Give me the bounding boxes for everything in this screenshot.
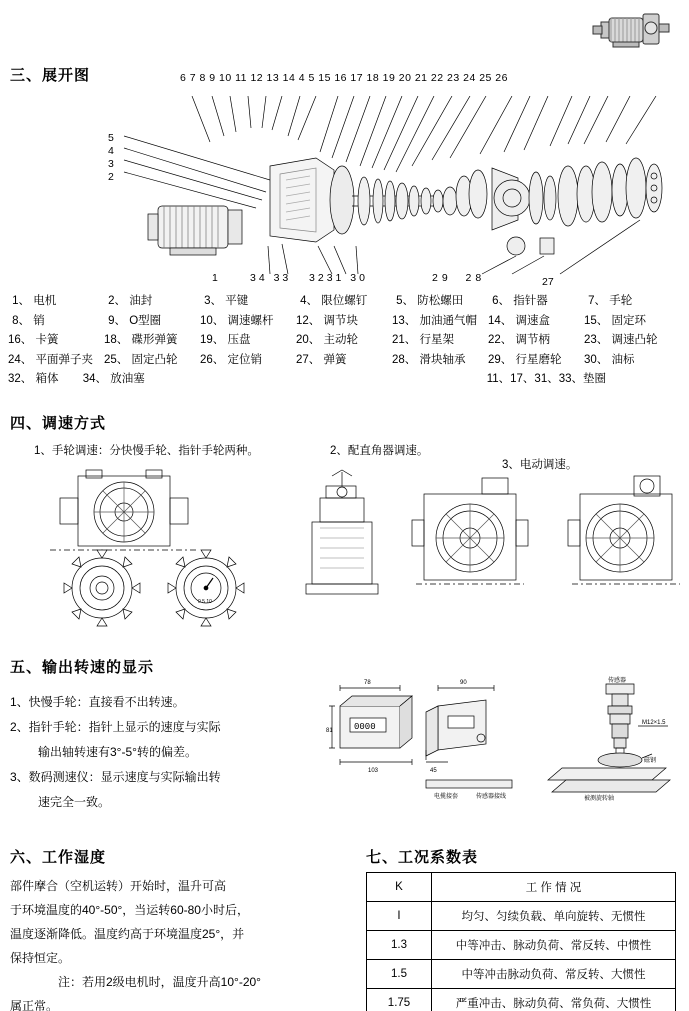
work-condition-table [366, 872, 676, 1011]
part-item: 25、 固定凸轮 [104, 353, 178, 366]
s5-item: 1、快慢手轮：直接看不出转速。 [10, 695, 185, 709]
svg-text:磁钢: 磁钢 [644, 758, 657, 764]
table-header-condition: 工 作 情 况 [432, 873, 676, 902]
condition-text: 严重冲击、脉动负荷、常负荷、大惯性 [432, 989, 676, 1011]
part-item: 2、 油封 [108, 295, 153, 307]
part-item: 30、 油标 [584, 353, 635, 366]
parts-row [8, 370, 680, 390]
parts-washers-line: 11、17、31、33、垫圈 [486, 373, 606, 385]
table-row [367, 989, 676, 1011]
s6-body [10, 874, 340, 970]
parts-row [8, 351, 680, 371]
diagram-left-numbers: 5 4 3 2 [108, 132, 114, 183]
table-header-row [367, 873, 676, 902]
part-item: 28、 滑块轴承 [392, 353, 466, 366]
part-item: 21、 行星架 [392, 334, 454, 346]
parts-row [8, 312, 680, 332]
part-item: 8、 销 [12, 314, 45, 327]
tachometer-drawings [326, 676, 682, 816]
section-7-title: 七、工况系数表 [366, 849, 479, 866]
table-row [367, 960, 676, 989]
part-item: 34、 放油塞 [82, 373, 145, 385]
section-5-title: 五、输出转速的显示 [10, 659, 155, 676]
part-item: 12、 调节块 [296, 314, 358, 327]
part-item: 27、 弹簧 [296, 353, 347, 366]
condition-text: 均匀、匀续负载、单向旋转、无惯性 [432, 902, 676, 931]
condition-text: 中等冲击脉动负荷、常反转、大惯性 [432, 960, 676, 989]
s6-note-line: 属正常。 [10, 999, 59, 1011]
svg-text:电揽接套: 电揽接套 [434, 794, 459, 800]
section-4-title: 四、调速方式 [10, 415, 107, 432]
part-item: 16、 卡簧 [8, 334, 59, 346]
part-item: 3、 平键 [204, 295, 249, 307]
part-item: 5、 防松螺田 [396, 295, 464, 307]
part-item: 20、 主动轮 [296, 334, 358, 346]
part-item: 19、 压盘 [200, 334, 251, 346]
part-item: 10、 调速螺杆 [200, 314, 274, 327]
part-item: 4、 限位螺钉 [300, 295, 368, 307]
svg-text:M12×1.5: M12×1.5 [642, 720, 666, 726]
parts-list [8, 292, 680, 390]
part-item: 14、 调速盒 [488, 314, 550, 327]
part-item: 23、 调速凸轮 [584, 334, 658, 346]
parts-row [8, 331, 680, 351]
svg-text:90: 90 [460, 680, 467, 686]
svg-text:传感器: 传感器 [608, 678, 627, 684]
s5-item: 3、数码测速仪：显示速度与实际输出转 [10, 770, 221, 784]
expanded-assembly-diagram [120, 96, 680, 286]
section-6-title: 六、工作湿度 [10, 849, 107, 866]
svg-text:78: 78 [364, 680, 371, 686]
condition-text: 中等冲击、脉动负荷、常反转、中惯性 [432, 931, 676, 960]
s4-caption-3: 3、电动调速。 [502, 459, 578, 471]
diagram-top-numbers: 6 7 8 9 10 11 12 13 14 4 5 15 16 17 18 19 20 21 22 23 24 25 26 [180, 72, 508, 84]
svg-text:被测旋转轴: 被测旋转轴 [584, 796, 615, 802]
svg-text:81: 81 [326, 728, 333, 734]
speed-adjust-drawings [20, 468, 680, 638]
part-item: 22、 调节柄 [488, 334, 550, 346]
part-item: 6、 指针器 [492, 295, 548, 307]
k-value: I [367, 902, 432, 931]
diagram-bottom-numbers-mid: 29 28 [432, 272, 486, 284]
table-header-k: K [367, 873, 432, 902]
s5-item: 输出轴转速有3°-5°转的偏差。 [38, 745, 197, 759]
table-row [367, 931, 676, 960]
part-item: 32、 箱体 [8, 373, 59, 385]
svg-text:传感器接线: 传感器接线 [476, 794, 507, 800]
diagram-bottom-numbers-left: 34 33 3231 30 [250, 272, 368, 284]
s5-items [10, 690, 330, 815]
svg-text:103: 103 [368, 768, 379, 774]
s5-item: 速完全一致。 [38, 795, 111, 809]
diagram-bottom-numbers-right: 27 [542, 276, 554, 288]
part-item: 24、 平面弹子夹 [8, 353, 93, 366]
s4-caption-2: 2、配直角器调速。 [330, 445, 429, 457]
part-item: 7、 手轮 [588, 295, 633, 307]
part-item: 1、 电机 [12, 295, 57, 307]
s6-line: 保持恒定。 [10, 951, 71, 965]
diagram-label-1: 1 [212, 272, 218, 284]
svg-text:0000: 0000 [354, 722, 376, 732]
part-item: 13、 加油通气帽 [392, 314, 477, 327]
k-value: 1.75 [367, 989, 432, 1011]
table-row [367, 902, 676, 931]
part-item: 9、 O型圈 [108, 314, 162, 327]
svg-text:45: 45 [430, 768, 437, 774]
s5-item: 2、指针手轮：指针上显示的速度与实际 [10, 720, 221, 734]
k-value: 1.5 [367, 960, 432, 989]
part-item: 26、 定位销 [200, 353, 262, 366]
s6-note [10, 970, 340, 1011]
section-3-title: 三、展开图 [10, 67, 91, 84]
s6-line: 部件摩合（空机运转）开始时，温升可高 [10, 879, 227, 893]
s6-line: 温度逐渐降低。温度约高于环境温度25°，并 [10, 927, 245, 941]
svg-text:0 5 10: 0 5 10 [198, 599, 212, 605]
part-item: 18、 碟形弹簧 [104, 334, 178, 346]
k-value: 1.3 [367, 931, 432, 960]
part-item: 15、 固定环 [584, 314, 646, 327]
s6-note-line: 注：若用2级电机时，温度升高10°-20° [58, 975, 261, 989]
motor-logo-icon [583, 6, 675, 54]
s6-line: 于环境温度的40°-50°，当运转60-80小时后， [10, 903, 249, 917]
parts-row [8, 292, 680, 312]
part-item: 29、 行星磨轮 [488, 353, 562, 366]
s4-caption-1: 1、手轮调速：分快慢手轮、指针手轮两种。 [34, 445, 259, 457]
